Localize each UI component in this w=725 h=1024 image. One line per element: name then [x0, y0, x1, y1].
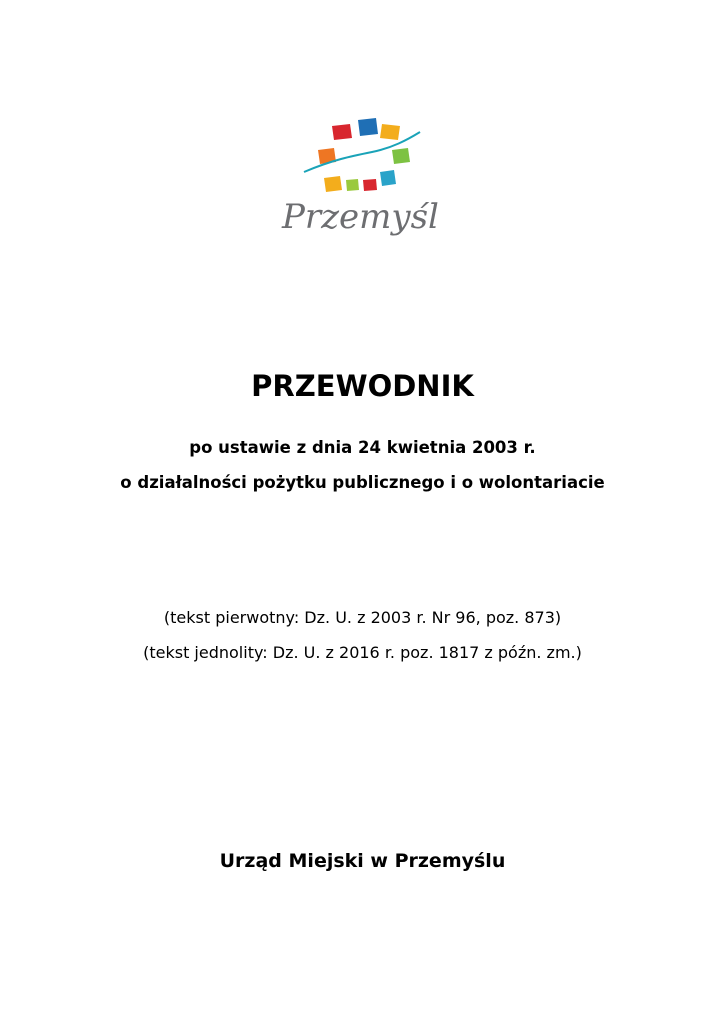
- logo-square-blue: [358, 118, 378, 136]
- logo-square-red-small: [363, 179, 377, 191]
- reference-original-text: (tekst pierwotny: Dz. U. z 2003 r. Nr 96, poz. 873): [163, 608, 562, 627]
- logo-square-red: [332, 124, 352, 140]
- issuer-name: Urząd Miejski w Przemyślu: [219, 850, 506, 872]
- document-title: PRZEWODNIK: [251, 369, 474, 403]
- document-subtitle-line-2: o działalności pożytku publicznego i o wolontariacie: [120, 473, 605, 492]
- przemysl-logo: [272, 112, 452, 252]
- logo-square-yellow: [380, 124, 400, 140]
- logo-square-lime: [346, 179, 359, 191]
- logo-square-cyan: [380, 170, 396, 186]
- document-subtitle-line-1: po ustawie z dnia 24 kwietnia 2003 r.: [189, 438, 536, 457]
- reference-consolidated-text: (tekst jednolity: Dz. U. z 2016 r. poz. 1817 z późn. zm.): [143, 643, 582, 662]
- logo-wordmark: Przemyśl: [282, 197, 439, 237]
- logo-square-green: [392, 148, 410, 164]
- logo-square-yellow-small: [324, 176, 342, 192]
- przemysl-logo-graphic: [272, 112, 452, 252]
